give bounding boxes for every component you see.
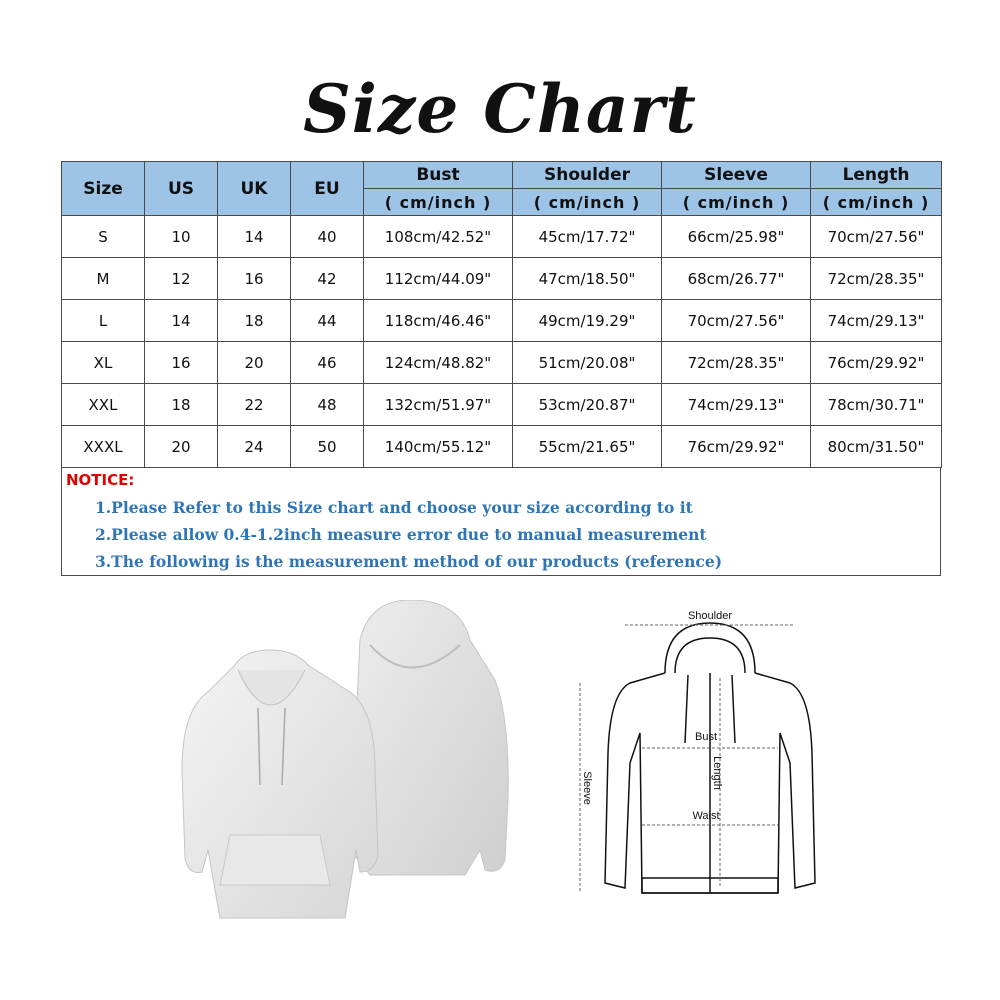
cell-uk: 24 (218, 426, 291, 468)
table-row (62, 384, 942, 426)
label-shoulder: Shoulder (687, 610, 733, 622)
cell-shoulder: 49cm/19.29" (513, 300, 662, 342)
cell-length: 72cm/28.35" (811, 258, 942, 300)
label-length: Length (711, 756, 723, 790)
cell-bust: 108cm/42.52" (364, 216, 513, 258)
header-unit: ( cm/inch ) (513, 189, 662, 216)
cell-bust: 124cm/48.82" (364, 342, 513, 384)
cell-sleeve: 66cm/25.98" (662, 216, 811, 258)
notice-heading: NOTICE: (66, 471, 135, 489)
table-row (62, 342, 942, 384)
cell-bust: 140cm/55.12" (364, 426, 513, 468)
cell-size: L (62, 300, 145, 342)
cell-us: 16 (145, 342, 218, 384)
cell-sleeve: 68cm/26.77" (662, 258, 811, 300)
cell-shoulder: 53cm/20.87" (513, 384, 662, 426)
label-waist: Waist (692, 810, 720, 822)
header-shoulder: Shoulder (513, 162, 662, 189)
table-row (62, 258, 942, 300)
cell-uk: 16 (218, 258, 291, 300)
size-table (61, 161, 942, 468)
hoodie-front (182, 650, 378, 918)
label-sleeve: Sleeve (581, 771, 593, 805)
header-unit: ( cm/inch ) (364, 189, 513, 216)
cell-shoulder: 45cm/17.72" (513, 216, 662, 258)
label-bust: Bust (694, 731, 718, 743)
header-unit: ( cm/inch ) (811, 189, 942, 216)
header-us: US (145, 162, 218, 216)
cell-length: 80cm/31.50" (811, 426, 942, 468)
notice-line: 2.Please allow 0.4-1.2inch measure error due to manual measurement (95, 525, 707, 544)
cell-length: 70cm/27.56" (811, 216, 942, 258)
cell-shoulder: 55cm/21.65" (513, 426, 662, 468)
cell-uk: 22 (218, 384, 291, 426)
cell-sleeve: 72cm/28.35" (662, 342, 811, 384)
cell-uk: 18 (218, 300, 291, 342)
header-length: Length (811, 162, 942, 189)
cell-us: 20 (145, 426, 218, 468)
cell-eu: 46 (291, 342, 364, 384)
cell-length: 78cm/30.71" (811, 384, 942, 426)
cell-sleeve: 76cm/29.92" (662, 426, 811, 468)
cell-eu: 42 (291, 258, 364, 300)
cell-bust: 112cm/44.09" (364, 258, 513, 300)
cell-size: S (62, 216, 145, 258)
cell-shoulder: 51cm/20.08" (513, 342, 662, 384)
measurement-diagram (570, 603, 820, 913)
table-row (62, 426, 942, 468)
header-unit: ( cm/inch ) (662, 189, 811, 216)
cell-us: 12 (145, 258, 218, 300)
cell-sleeve: 70cm/27.56" (662, 300, 811, 342)
cell-length: 76cm/29.92" (811, 342, 942, 384)
header-uk: UK (218, 162, 291, 216)
header-size: Size (62, 162, 145, 216)
notice-box (61, 467, 941, 576)
cell-sleeve: 74cm/29.13" (662, 384, 811, 426)
cell-eu: 44 (291, 300, 364, 342)
cell-size: M (62, 258, 145, 300)
notice-line: 3.The following is the measurement method of our products (reference) (95, 552, 723, 571)
cell-uk: 14 (218, 216, 291, 258)
table-row (62, 216, 942, 258)
hoodie-product-image (160, 600, 520, 940)
notice-line: 1.Please Refer to this Size chart and choose your size according to it (95, 498, 693, 517)
cell-length: 74cm/29.13" (811, 300, 942, 342)
header-sleeve: Sleeve (662, 162, 811, 189)
cell-us: 10 (145, 216, 218, 258)
cell-shoulder: 47cm/18.50" (513, 258, 662, 300)
cell-bust: 132cm/51.97" (364, 384, 513, 426)
cell-bust: 118cm/46.46" (364, 300, 513, 342)
cell-size: XXXL (62, 426, 145, 468)
header-eu: EU (291, 162, 364, 216)
cell-eu: 50 (291, 426, 364, 468)
page-title: Size Chart (303, 70, 697, 148)
cell-uk: 20 (218, 342, 291, 384)
header-bust: Bust (364, 162, 513, 189)
table-row (62, 300, 942, 342)
cell-size: XXL (62, 384, 145, 426)
cell-us: 18 (145, 384, 218, 426)
jacket-outline (605, 623, 815, 893)
table-header-row (62, 162, 942, 189)
cell-us: 14 (145, 300, 218, 342)
measure-lines (580, 625, 795, 893)
cell-eu: 40 (291, 216, 364, 258)
cell-size: XL (62, 342, 145, 384)
cell-eu: 48 (291, 384, 364, 426)
